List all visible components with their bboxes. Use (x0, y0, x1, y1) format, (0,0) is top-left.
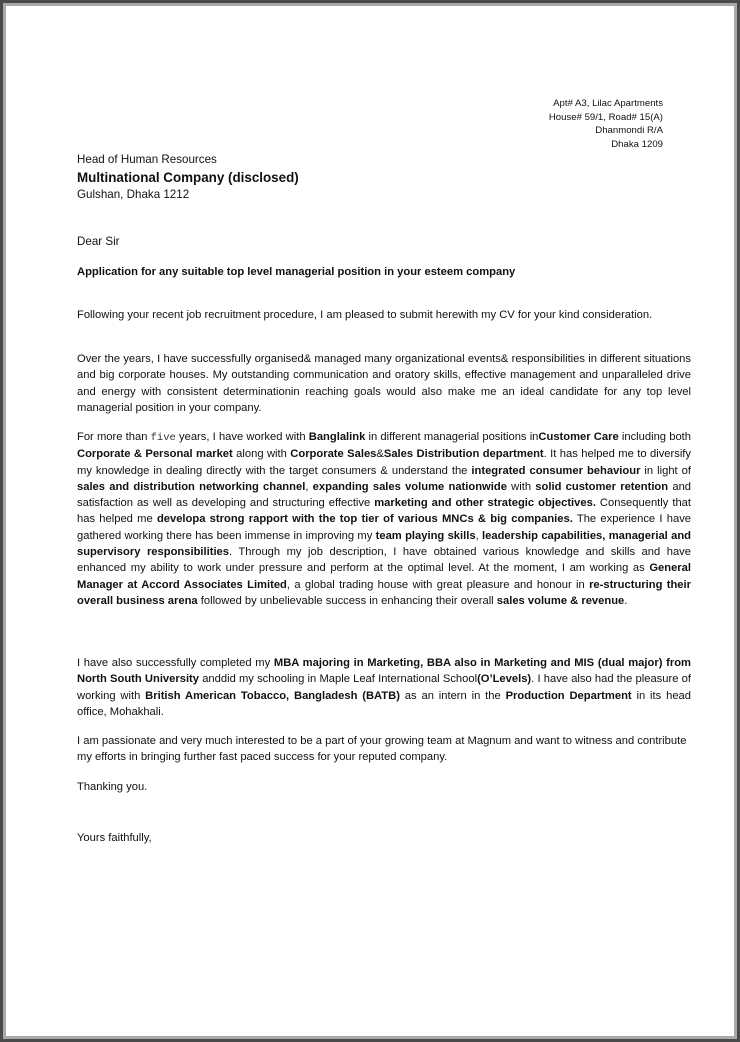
text-run: along with (232, 448, 291, 461)
text-run: followed by unbelievable success in enhancing their overall (197, 594, 497, 607)
paragraph-education (77, 655, 691, 720)
text-run: For more than (77, 431, 151, 443)
text-run: , a global trading house with great pleasure and honour in (286, 578, 590, 591)
bold-run: expanding sales volume nationwide (312, 480, 507, 493)
paragraph-intro: Following your recent job recruitment procedure, I am pleased to submit herewith my CV for your kind consideration. (77, 309, 653, 321)
text-run: , (475, 529, 483, 542)
text-run: . I have also had the pleasure of working with (77, 673, 691, 702)
text-run: and satisfaction as well as developing and structuring effective (77, 480, 692, 510)
text-run: as an intern in the (399, 689, 506, 702)
sender-address (549, 97, 663, 151)
recipient-block (77, 151, 691, 204)
recipient-company: Multinational Company (disclosed) (77, 169, 299, 185)
text-run: in its head office, Mohakhali. (77, 689, 691, 718)
bold-run: solid customer retention (535, 480, 669, 493)
text-run: including both (618, 431, 691, 443)
paragraph-work-history (77, 429, 691, 609)
bold-run: integrated consumer behaviour (471, 464, 641, 477)
text-run: in different managerial positions in (365, 431, 539, 443)
recipient-title: Head of Human Resources (77, 153, 217, 166)
bold-run: Production Department (505, 689, 632, 702)
bold-run: Corporate Sales (290, 448, 377, 461)
bold-run: MBA majoring in Marketing, BBA also in Marketing and MIS (dual major) from North South University (77, 657, 691, 686)
bold-run: General Manager at Accord Associates Limited (77, 562, 691, 591)
sender-address-line: Dhaka 1209 (611, 138, 663, 150)
text-run: in light of (640, 464, 691, 477)
bold-run: developa strong rapport with the top tier of various MNCs & big companies. (156, 513, 573, 526)
text-run: . Through my job description, I have obtained various knowledge and skills and have enhanced my ability to work under pressure and perform at the optimal level. At the moment, I am working as (77, 546, 691, 575)
bold-run: leadership capabilities, managerial and supervisory responsibilities (77, 529, 691, 559)
text-run: Consequently that has helped me (77, 497, 691, 526)
text-run: & (376, 448, 384, 461)
bold-run: Corporate & Personal market (77, 448, 233, 461)
closing-line: Yours faithfully, (77, 832, 152, 844)
text-run: . (624, 594, 628, 607)
bold-run: Banglalink (308, 431, 366, 443)
text-run: The experience I have gathered working there has been immense in improving my (77, 513, 692, 542)
thanks-line: Thanking you. (77, 781, 148, 793)
bold-run: Sales Distribution department (383, 448, 544, 461)
paragraph-experience-summary: Over the years, I have successfully organised& managed many organizational events& responsibilities in different situations and big corporate houses. My outstanding communication and oratory skills, effective management and unparalleled drive and energy with consistent determinationin reaching goals would also make me an ideal candidate for any top level managerial position in your company. (77, 353, 691, 414)
text-run: five (150, 432, 176, 444)
text-run: I have also successfully completed my (77, 657, 274, 669)
salutation: Dear Sir (77, 235, 120, 248)
bold-run: British American Tobacco, Bangladesh (BATB) (145, 689, 400, 702)
text-run: , (305, 480, 313, 493)
text-run: with (506, 480, 536, 493)
bold-run: team playing skills (375, 529, 476, 542)
text-run: years, I have worked with (175, 431, 309, 443)
subject-line: Application for any suitable top level managerial position in your esteem company (77, 266, 516, 278)
sender-address-line: House# 59/1, Road# 15(A) (548, 111, 663, 123)
recipient-address: Gulshan, Dhaka 1212 (77, 188, 190, 201)
bold-run: sales volume & revenue (496, 594, 625, 607)
bold-run: Customer Care (538, 431, 619, 443)
bold-run: re-structuring their overall business arena (77, 578, 691, 607)
bold-run: marketing and other strategic objectives. (374, 497, 596, 510)
text-run: anddid my schooling in Maple Leaf International School (199, 673, 478, 686)
sender-address-line: Apt# A3, Lilac Apartments (553, 98, 663, 109)
text-run: . It has helped me to diversify my knowledge in dealing directly with the target consumers & understand the (77, 448, 692, 477)
sender-address-line: Dhanmondi R/A (595, 125, 663, 136)
paragraph-motivation: I am passionate and very much interested to be a part of your growing team at Magnum and want to witness and contribute my efforts in bringing further fast paced success for your reputed company. (77, 735, 687, 764)
bold-run: sales and distribution networking channel (77, 480, 306, 493)
bold-run: (O’Levels) (477, 673, 532, 686)
